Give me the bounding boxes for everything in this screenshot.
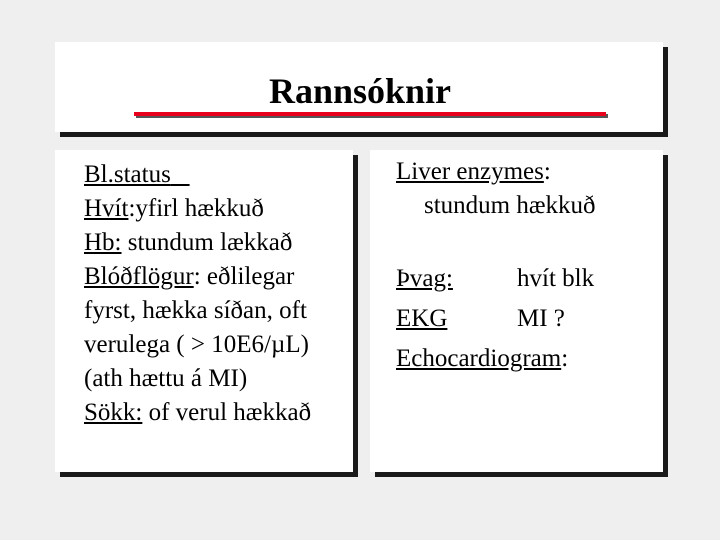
ekg-label: EKG — [396, 305, 448, 332]
liver-line — [396, 158, 551, 186]
hb-line — [84, 226, 311, 260]
liver-value: stundum hækkuð — [424, 192, 596, 219]
hb-value: stundum lækkað — [121, 229, 293, 256]
hvit-label: Hvít — [84, 195, 129, 222]
hb-label: Hb: — [84, 229, 122, 256]
left-line-7: (ath hættu á MI) — [84, 365, 248, 392]
bl-status-label: Bl.status — [84, 161, 171, 188]
title-underline — [134, 112, 606, 116]
blodflogur-label: Blóðflögur — [84, 263, 194, 290]
left-line-5: fyrst, hækka síðan, oft — [84, 297, 307, 324]
thvag-value: hvít blk — [517, 265, 595, 292]
sokk-line — [84, 396, 311, 430]
liver-colon: : — [543, 158, 551, 185]
blodflogur-value: : eðlilegar — [193, 263, 295, 290]
bl-status-line — [84, 158, 311, 192]
echo-line — [396, 345, 568, 373]
left-line-6: verulega ( > 10E6/µL) — [84, 331, 309, 358]
echo-label: Echocardiogram — [396, 345, 562, 372]
left-column-text — [84, 158, 311, 430]
hvit-value: :yfirl hækkuð — [128, 195, 264, 222]
sokk-value: of verul hækkað — [142, 399, 312, 426]
sokk-label: Sökk: — [84, 399, 143, 426]
slide-title: Rannsóknir — [268, 71, 452, 111]
thvag-label: Þvag: — [396, 265, 453, 292]
liver-label: Liver enzymes — [396, 158, 544, 185]
echo-colon: : — [561, 345, 569, 372]
ekg-value: MI ? — [517, 305, 565, 332]
hvit-line — [84, 192, 311, 226]
blodflogur-line — [84, 260, 311, 294]
